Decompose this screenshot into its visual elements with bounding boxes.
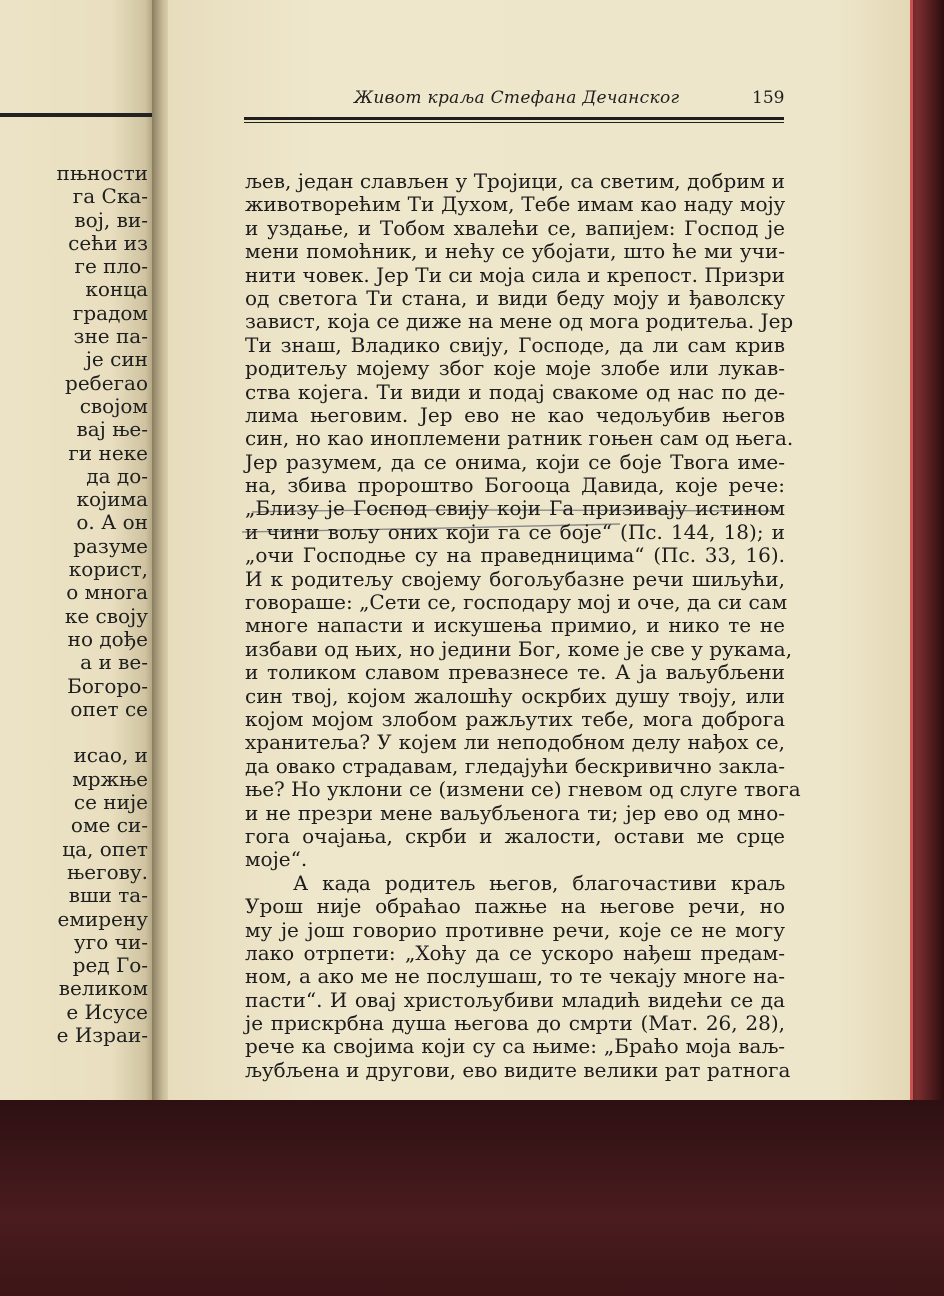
left-text-line: о. А он	[76, 510, 148, 535]
left-text-line: ребегао	[65, 370, 148, 395]
left-text-line: исао, и	[73, 743, 148, 768]
left-text-line: ред Го-	[72, 953, 148, 978]
left-text-line: је син	[85, 347, 148, 372]
body-text	[245, 169, 801, 1082]
left-text-line: ца, опет	[62, 836, 148, 861]
left-text-line: градом	[72, 300, 148, 325]
text-line: љев, један слављен у Тројици, са светим, добрим и	[245, 169, 785, 193]
left-text-line: ге пло-	[74, 254, 148, 279]
text-line: лако отрпети: „Хоћу да се ускоро нађеш предам-	[245, 940, 785, 965]
text-line: син, но као иноплемени ратник гоњен сам од њега.	[245, 426, 794, 451]
text-line: моје“.	[245, 847, 308, 872]
left-text-line: е Израи-	[56, 1022, 148, 1047]
header-rule-thin	[244, 122, 784, 123]
left-text-line: ке своју	[64, 603, 148, 628]
left-text-line: разуме	[73, 533, 148, 558]
text-line: А када родитељ његов, благочастиви краљ	[293, 870, 785, 895]
left-header-rule	[0, 113, 152, 117]
text-line: хранитеља? У којем ли неподобном делу нађох се,	[245, 730, 785, 755]
left-text-line: емирену	[57, 906, 148, 931]
text-line: „очи Господње су на праведницима“ (Пс. 33, 16).	[245, 543, 785, 568]
text-line: да овако страдавам, гледајући бескривично закла-	[245, 753, 785, 778]
left-text-line: вај ње-	[76, 417, 148, 442]
text-line: И к родитељу својему богољубазне речи шиљући,	[245, 566, 785, 591]
left-text-line: својом	[79, 393, 148, 418]
text-line: мени помоћник, и нећу се убојати, што ће ми учи-	[245, 239, 785, 264]
left-text-line: вој, ви-	[74, 207, 148, 232]
text-line: избави од њих, но једини Бог, коме је све у рукама,	[245, 636, 793, 661]
text-line: је прискрбна душа његова до смрти (Мат. 26, 28),	[245, 1011, 785, 1036]
table-surface	[0, 1100, 944, 1296]
text-line: и уздање, и Тобом хвалећи се, вапијем: Господ је	[245, 215, 785, 240]
text-line: ном, а ако ме не послушаш, то те чекају многе на-	[245, 964, 785, 989]
left-text-line: вши та-	[68, 883, 148, 908]
left-page	[0, 0, 158, 1100]
text-line: животворећим Ти Духом, Тебе имам као наду мојy	[245, 192, 785, 217]
text-line: ње? Но уклони се (измени се) гневом од слуге твога	[245, 777, 801, 802]
left-text-line: конца	[85, 277, 148, 302]
text-line: од светога Ти стана, и види беду моју и ђаволску	[245, 285, 785, 310]
left-text-line: мржње	[72, 766, 148, 791]
left-text-line: уго чи-	[74, 929, 148, 954]
left-text-line: корист,	[68, 557, 148, 582]
text-line: лима његовим. Јер ево не као чедољубив његов	[245, 402, 785, 427]
text-line: Урош није обраћао пажње на његове речи, но	[245, 894, 785, 919]
text-line: завист, која се диже на мене од мога родитеља. Јер	[245, 309, 794, 334]
left-text-line: великом	[58, 976, 148, 1001]
text-line: Јер разумем, да се онима, који се боје Твога име-	[245, 449, 785, 474]
text-line: љубљена и другови, ево видите велики рат ратнога	[245, 1057, 791, 1082]
text-line: син твој, којом жалошћу оскрбих душу твоју, или	[245, 683, 785, 708]
text-line: ства којега. Ти види и подај свакоме од нас по де-	[245, 379, 785, 404]
left-text-line: оме си-	[70, 813, 148, 838]
left-text-line: е Исусе	[66, 999, 148, 1024]
left-text-line: о многа	[66, 580, 148, 605]
text-line: „Близу је Господ свију који Га призивају истином	[245, 496, 785, 521]
text-line: и не презри мене ваљубљенога ти; јер ево од мно-	[245, 800, 785, 825]
text-line: говораше: „Сети се, господару мој и оче, да си сам	[245, 590, 788, 615]
text-line: пасти“. И овај христољубиви младић видећи се да	[245, 987, 785, 1012]
right-page	[168, 0, 913, 1100]
text-line: на, збива пророштво Богооца Давида, које рече:	[245, 473, 785, 498]
left-text-line: зне па-	[73, 324, 148, 349]
text-line: многе напасти и искушења примио, и нико те не	[245, 613, 785, 638]
left-text-line: којима	[76, 487, 148, 512]
text-line: нити човек. Јер Ти си моја сила и крепост. Призри	[245, 262, 785, 287]
left-text-line: сећи из	[68, 230, 148, 255]
left-text-line: његову.	[67, 859, 148, 884]
left-text-line: пњности	[56, 161, 148, 185]
text-line: гога очајања, скрби и жалости, остави ме срце	[245, 823, 785, 848]
text-line: и толиком славом превазнесе те. А ја ваљубљени	[245, 660, 785, 685]
left-text-line: да до-	[86, 463, 148, 488]
left-text-line: но дође	[67, 626, 148, 651]
text-line: му је још говорио противне речи, које се не могу	[245, 917, 785, 942]
left-text-line: опет се	[70, 696, 148, 721]
text-line: рече ка својима који су са њиме: „Браћо моја ваљ-	[245, 1034, 785, 1059]
left-text-line	[0, 721, 148, 744]
left-page-text	[0, 162, 148, 1047]
text-line: којом мојом злобом ражљутих тебе, мога доброга	[245, 706, 785, 731]
left-text-line: Богоро-	[67, 673, 148, 698]
left-text-line: а и ве-	[80, 650, 148, 675]
left-text-line: га Ска-	[72, 184, 148, 209]
left-text-line: ги неке	[68, 440, 148, 465]
text-line: Ти знаш, Владико свију, Господе, да ли сам крив	[245, 332, 785, 357]
page-number: 159	[752, 88, 785, 108]
running-head: Живот краља Стефана Дечанског	[354, 88, 680, 108]
text-line: родитељу моjему због које моје злобе или лукав-	[245, 356, 785, 381]
left-text-line: се није	[73, 790, 148, 815]
header-rule	[244, 117, 784, 120]
text-line: и чини вољу оних који га се боје“ (Пс. 144, 18); и	[245, 519, 785, 544]
